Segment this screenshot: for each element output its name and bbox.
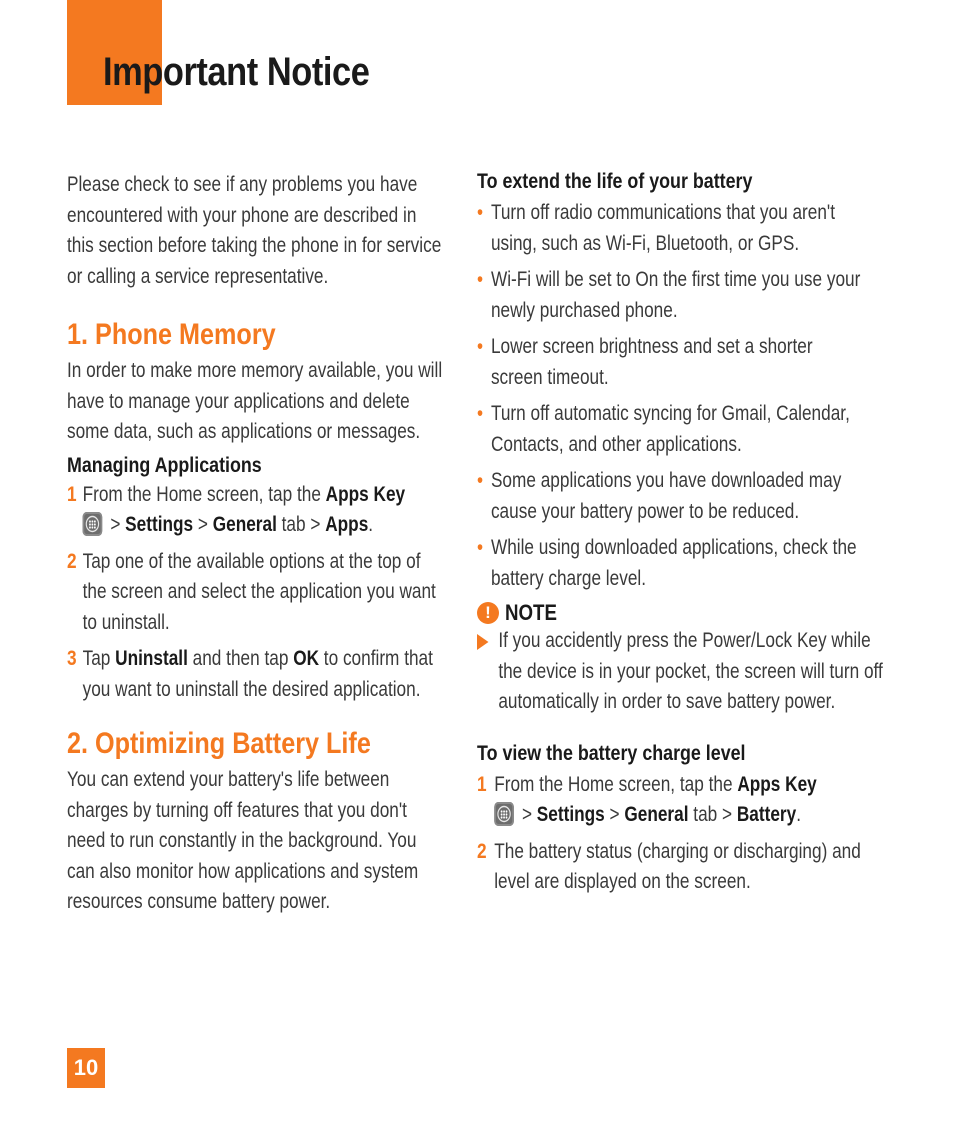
separator: > [604, 803, 625, 826]
view-level-steps [477, 770, 867, 898]
left-column [67, 170, 447, 918]
note-title: NOTE [505, 600, 557, 625]
step-3 [67, 644, 447, 705]
step-2 [67, 547, 447, 639]
apps-key-label: Apps Key [737, 772, 817, 796]
separator: > [105, 513, 126, 536]
step-1 [477, 770, 867, 831]
bullet-dot-icon: • [477, 469, 484, 492]
note-text: If you accidently press the Power/Lock Key while the device is in your pocket, the screen will turn off automatically in order to save battery power. [498, 629, 883, 713]
step-text: From the Home screen, tap the [494, 772, 738, 796]
general-label: General [212, 513, 277, 536]
separator: > [193, 513, 213, 536]
subhead-extend-battery: To extend the life of your battery [477, 170, 753, 193]
extend-bullet-list [477, 198, 867, 594]
bullet-dot-icon: • [477, 201, 484, 224]
battery-paragraph: You can extend your battery's life between charges by turning off features that you don't need to run constantly in the background. You can also monitor how applications and system resources consume battery power. [67, 768, 419, 913]
bullet-text: Some applications you have downloaded may cause your battery power to be reduced. [490, 469, 842, 523]
bullet-item [477, 533, 867, 594]
step-text: Tap one of the available options at the top of the screen and select the application you want to uninstall. [82, 549, 436, 634]
uninstall-label: Uninstall [115, 647, 188, 670]
step-1 [67, 480, 447, 541]
battery-label: Battery [736, 803, 797, 826]
bullet-item [477, 466, 867, 527]
step-number: 1 [67, 482, 77, 506]
page-title: Important Notice [103, 50, 370, 94]
apps-key-label: Apps Key [325, 482, 406, 506]
period: . [368, 513, 374, 536]
step-text: to confirm that you want to uninstall the desired application. [82, 647, 433, 701]
step-text: Tap [82, 647, 116, 670]
bullet-text: Wi-Fi will be set to On the first time you use your newly purchased phone. [490, 268, 861, 322]
bullet-item [477, 399, 867, 460]
note-header [477, 600, 867, 626]
bullet-item [477, 265, 867, 326]
bullet-dot-icon: • [477, 402, 484, 425]
ok-label: OK [293, 647, 320, 670]
bullet-text: Lower screen brightness and set a shorter screen timeout. [490, 335, 813, 389]
step-number: 2 [477, 839, 487, 863]
section-title-phone-memory: 1. Phone Memory [67, 318, 276, 351]
step-number: 1 [477, 772, 487, 796]
bullet-item [477, 332, 867, 393]
apps-key-icon [83, 512, 103, 536]
arrow-right-icon [477, 634, 488, 650]
general-label: General [624, 803, 689, 826]
step-text: The battery status (charging or discharging) and level are displayed on the screen. [494, 839, 861, 893]
tab-text: tab > [276, 513, 326, 536]
period: . [796, 803, 802, 826]
page-number: 10 [67, 1048, 105, 1088]
section-title-battery: 2. Optimizing Battery Life [67, 727, 371, 760]
step-number: 2 [67, 549, 77, 573]
intro-paragraph: Please check to see if any problems you have encountered with your phone are described in this section before taking the phone in for service or calling a service representative. [67, 173, 442, 288]
bullet-dot-icon: • [477, 268, 484, 291]
phone-memory-paragraph: In order to make more memory available, you will have to manage your applications and delete some data, such as applications or messages. [67, 359, 443, 443]
separator: > [517, 803, 537, 826]
managing-steps [67, 480, 447, 706]
note-item [477, 626, 888, 718]
bullet-dot-icon: • [477, 536, 484, 559]
step-number: 3 [67, 647, 77, 670]
settings-label: Settings [125, 513, 194, 536]
bullet-text: Turn off automatic syncing for Gmail, Calendar, Contacts, and other applications. [490, 402, 850, 456]
bullet-text: Turn off radio communications that you aren't using, such as Wi-Fi, Bluetooth, or GPS. [490, 201, 835, 255]
subhead-managing-applications: Managing Applications [67, 453, 262, 477]
apps-label: Apps [325, 513, 369, 536]
settings-label: Settings [536, 803, 605, 826]
bullet-dot-icon: • [477, 335, 484, 358]
step-text: and then tap [187, 647, 294, 670]
bullet-item [477, 198, 867, 259]
step-text: From the Home screen, tap the [82, 482, 326, 506]
apps-key-icon [494, 802, 514, 826]
exclamation-icon: ! [477, 602, 499, 624]
tab-text: tab > [688, 803, 737, 826]
right-column [477, 170, 883, 898]
bullet-text: While using downloaded applications, check the battery charge level. [490, 536, 857, 590]
step-2 [477, 837, 867, 898]
subhead-view-battery-level: To view the battery charge level [477, 741, 746, 765]
